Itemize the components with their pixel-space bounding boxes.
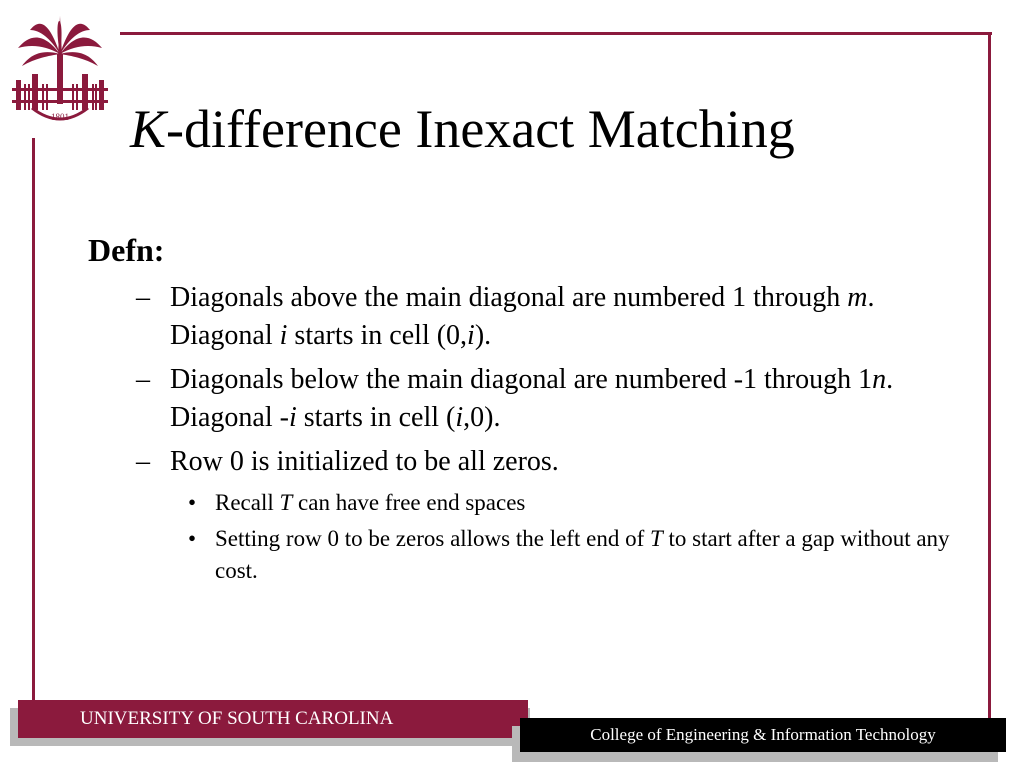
text-segment: n xyxy=(872,364,887,395)
bullet-diagonals-below xyxy=(88,361,968,437)
slide-body xyxy=(88,232,968,591)
bullet-row-zero xyxy=(88,443,968,481)
text-segment: ). xyxy=(474,320,492,351)
bullet-dot-icon: • xyxy=(188,490,197,515)
college-banner: College of Engineering & Information Technology xyxy=(520,718,1006,752)
text-segment: starts in cell ( xyxy=(296,402,456,433)
text-segment: Row 0 is initialized to be all zeros. xyxy=(170,446,559,477)
bullet-dot-icon: • xyxy=(188,526,197,551)
text-segment: T xyxy=(649,526,663,551)
subbullet-recall-t xyxy=(88,487,975,519)
title-k: K xyxy=(130,99,167,159)
text-segment: i xyxy=(467,320,475,351)
text-segment: can have free end spaces xyxy=(292,490,526,515)
text-segment: . Diagonal - xyxy=(170,364,894,433)
dash-icon: – xyxy=(136,282,150,313)
text-segment: Diagonals above the main diagonal are numbered 1 through xyxy=(170,282,848,313)
seal-year: 1801 xyxy=(51,112,69,122)
text-segment: i xyxy=(455,402,464,433)
text-segment: i xyxy=(279,320,288,351)
bullet-diagonals-above xyxy=(88,279,968,355)
text-segment: i xyxy=(288,402,297,433)
slide-title xyxy=(130,100,795,159)
text-segment: Setting row 0 to be zeros allows the left end of xyxy=(215,526,650,551)
definition-heading: Defn: xyxy=(88,232,165,268)
text-segment: m xyxy=(847,282,868,313)
dash-icon: – xyxy=(136,364,150,395)
frame-right-border xyxy=(988,32,991,722)
frame-top-border xyxy=(120,32,992,35)
text-segment: T xyxy=(279,490,293,515)
dash-icon: – xyxy=(136,446,150,477)
text-segment: Diagonals below the main diagonal are numbered -1 through 1 xyxy=(170,364,873,395)
text-segment: Recall xyxy=(215,490,280,515)
text-segment: . Diagonal xyxy=(170,282,875,351)
text-segment: ,0). xyxy=(463,402,501,433)
title-rest: -difference Inexact Matching xyxy=(166,99,795,159)
frame-left-border xyxy=(32,138,35,700)
university-banner: UNIVERSITY OF SOUTH CAROLINA xyxy=(18,700,528,738)
text-segment: to start after a gap without any cost. xyxy=(215,526,950,583)
subbullet-setting-row-zero xyxy=(88,523,975,587)
palmetto-seal-icon xyxy=(8,8,112,126)
text-segment: starts in cell (0, xyxy=(287,320,468,351)
